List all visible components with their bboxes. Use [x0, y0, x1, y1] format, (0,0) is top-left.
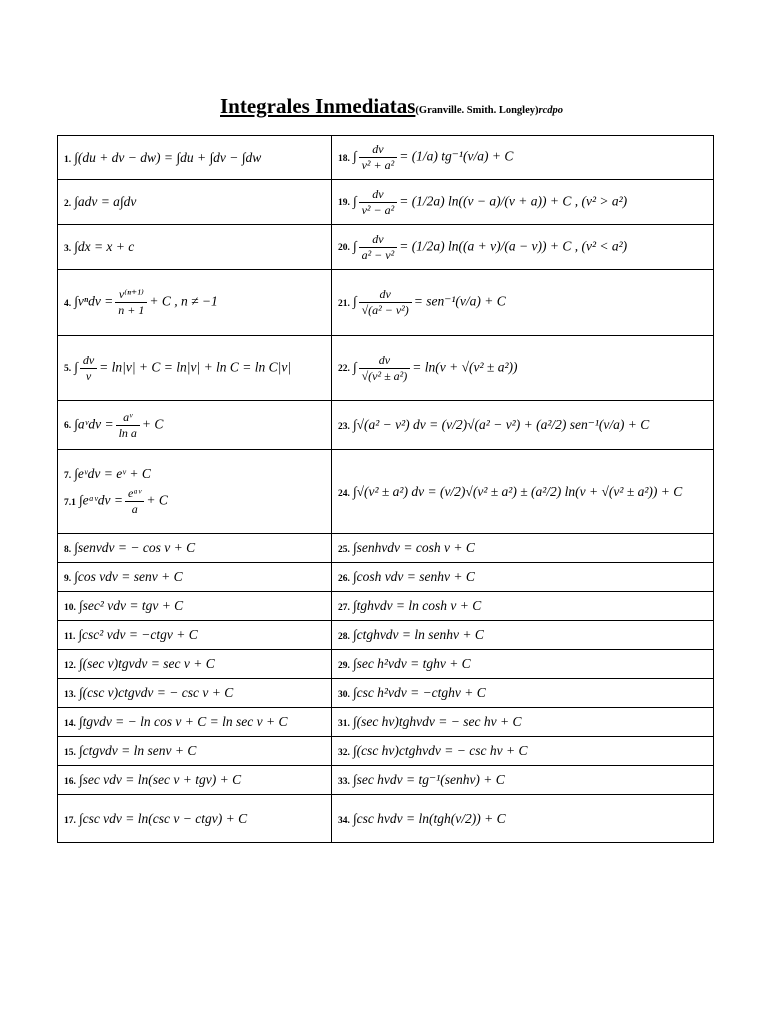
- fraction-numerator: dv: [80, 353, 97, 369]
- formula-line: [64, 148, 325, 168]
- formula-number: 26.: [338, 574, 350, 584]
- left-formula-cell: [58, 563, 332, 592]
- formula-text: ∫√(v² ± a²) dv = (v/2)√(v² ± a²) ± (a²/2) ln(v + √(v² ± a²)) + C: [352, 483, 683, 499]
- formula-number: 30.: [338, 690, 350, 700]
- formula-number: 3.: [64, 244, 72, 254]
- fraction-denominator: v² − a²: [361, 202, 395, 217]
- formula-number: 24.: [338, 488, 350, 499]
- formula-text: ∫adv = a∫dv: [74, 194, 137, 209]
- formula-number: 27.: [338, 603, 350, 613]
- right-formula-cell: [332, 766, 714, 795]
- table-row: [58, 563, 714, 592]
- formula-text: ∫csc vdv = ln(csc v − ctgv) + C: [78, 810, 248, 826]
- formula-text: ∫tghvdv = ln cosh v + C: [352, 598, 482, 613]
- formula-number: 15.: [64, 748, 76, 758]
- table-row: [58, 225, 714, 270]
- formula-text: ∫sec h²vdv = tghv + C: [352, 656, 471, 671]
- formula-prefix: ∫: [74, 359, 78, 375]
- formula-line: [64, 654, 325, 674]
- right-formula-cell: [332, 795, 714, 843]
- formula-prefix: ∫: [352, 193, 357, 209]
- formula-line: [338, 741, 707, 761]
- left-formula-cell: [58, 336, 332, 401]
- left-formula-cell: [58, 766, 332, 795]
- formula-line: [338, 712, 707, 732]
- formula-line: [64, 567, 325, 587]
- table-row: [58, 737, 714, 766]
- fraction-denominator: v: [85, 368, 92, 383]
- formula-fraction: [125, 486, 144, 517]
- table-row: [58, 336, 714, 401]
- formula-line: [338, 230, 707, 265]
- formula-number: 5.: [64, 364, 72, 375]
- left-formula-cell: [58, 737, 332, 766]
- formula-number: 10.: [64, 603, 76, 613]
- table-row: [58, 679, 714, 708]
- formula-text: ∫(du + dv − dw) = ∫du + ∫dv − ∫dw: [74, 149, 262, 165]
- left-formula-cell: [58, 401, 332, 450]
- table-row: [58, 592, 714, 621]
- fraction-numerator: v⁽ⁿ⁺¹⁾: [115, 287, 147, 303]
- formula-prefix: ∫: [352, 148, 357, 164]
- formula-text: ∫sec hvdv = tg⁻¹(senhv) + C: [352, 772, 505, 787]
- formula-text: ∫csc² vdv = −ctgv + C: [78, 627, 198, 642]
- left-formula-cell: [58, 679, 332, 708]
- formula-fraction: [80, 353, 97, 384]
- formula-number: 29.: [338, 661, 350, 671]
- formula-number: 7.1: [64, 497, 76, 508]
- right-formula-cell: [332, 679, 714, 708]
- integrals-table-body: [58, 136, 714, 843]
- right-formula-cell: [332, 737, 714, 766]
- formula-fraction: [359, 187, 398, 218]
- formula-line: [64, 285, 325, 320]
- fraction-denominator: a: [131, 502, 138, 516]
- formula-number: 2.: [64, 199, 72, 209]
- formula-line: [338, 351, 707, 386]
- formula-number: 8.: [64, 545, 72, 555]
- formula-text: ∫ctgvdv = ln senv + C: [78, 743, 197, 758]
- formula-line: [338, 538, 707, 558]
- table-row: [58, 795, 714, 843]
- formula-text: ∫dx = x + c: [74, 239, 135, 254]
- title-authors: (Granville. Smith. Longley): [415, 105, 539, 116]
- formula-text: ∫tgvdv = − ln cos v + C = ln sec v + C: [78, 714, 288, 729]
- formula-text: = (1/2a) ln((a + v)/(a − v)) + C , (v² < a²): [399, 238, 628, 254]
- fraction-numerator: aᵛ: [116, 410, 140, 426]
- formula-line: [338, 683, 707, 703]
- formula-text: ∫eᵛdv = eᵛ + C: [74, 466, 151, 481]
- fraction-numerator: dv: [359, 287, 412, 303]
- formula-prefix: ∫eᵃᵛdv =: [78, 492, 123, 508]
- formula-text: = sen⁻¹(v/a) + C: [413, 293, 506, 309]
- right-formula-cell: [332, 534, 714, 563]
- formula-text: ∫csc hvdv = ln(tgh(v/2)) + C: [352, 810, 506, 826]
- formula-line: [338, 285, 707, 320]
- table-row: [58, 401, 714, 450]
- fraction-denominator: a² − v²: [361, 247, 395, 262]
- formula-number: 1.: [64, 154, 72, 165]
- fraction-numerator: dv: [359, 353, 411, 369]
- formula-line: [64, 625, 325, 645]
- formula-number: 23.: [338, 422, 350, 432]
- formula-text: = (1/a) tg⁻¹(v/a) + C: [399, 148, 514, 164]
- formula-text: = ln(v + √(v² ± a²)): [412, 359, 518, 375]
- formula-number: 25.: [338, 545, 350, 555]
- fraction-numerator: eᵃᵛ: [125, 486, 144, 502]
- right-formula-cell: [332, 563, 714, 592]
- title-main: Integrales Inmediatas: [220, 94, 416, 118]
- formula-prefix: ∫: [352, 359, 357, 375]
- formula-line: [338, 596, 707, 616]
- fraction-numerator: dv: [359, 187, 398, 203]
- right-formula-cell: [332, 401, 714, 450]
- formula-line: [338, 415, 707, 435]
- formula-line: [338, 482, 707, 502]
- fraction-denominator: v² + a²: [361, 158, 395, 172]
- formula-prefix: ∫vⁿdv =: [74, 293, 114, 309]
- right-formula-cell: [332, 270, 714, 336]
- integrals-table: [57, 135, 714, 843]
- formula-number: 18.: [338, 153, 350, 164]
- formula-line: [338, 809, 707, 829]
- formula-line: [338, 625, 707, 645]
- formula-number: 9.: [64, 574, 72, 584]
- fraction-numerator: dv: [359, 232, 398, 248]
- formula-line: [64, 464, 325, 484]
- formula-text: ∫cos vdv = senv + C: [74, 569, 183, 584]
- fraction-denominator: ln a: [118, 425, 137, 440]
- table-row: [58, 766, 714, 795]
- formula-number: 17.: [64, 815, 76, 826]
- table-row: [58, 270, 714, 336]
- formula-line: [64, 408, 325, 443]
- right-formula-cell: [332, 708, 714, 737]
- formula-text: ∫senvdv = − cos v + C: [74, 540, 196, 555]
- left-formula-cell: [58, 534, 332, 563]
- left-formula-cell: [58, 795, 332, 843]
- formula-number: 32.: [338, 748, 350, 758]
- formula-line: [64, 237, 325, 257]
- formula-number: 7.: [64, 471, 72, 481]
- left-formula-cell: [58, 136, 332, 180]
- right-formula-cell: [332, 336, 714, 401]
- formula-number: 33.: [338, 777, 350, 787]
- formula-line: [338, 770, 707, 790]
- formula-line: [64, 484, 325, 519]
- formula-text: + C , n ≠ −1: [149, 293, 218, 309]
- formula-number: 13.: [64, 690, 76, 700]
- formula-line: [64, 683, 325, 703]
- formula-line: [64, 538, 325, 558]
- formula-line: [64, 809, 325, 829]
- formula-line: [64, 192, 325, 212]
- left-formula-cell: [58, 225, 332, 270]
- formula-text: + C: [141, 416, 164, 432]
- formula-number: 12.: [64, 661, 76, 671]
- left-formula-cell: [58, 270, 332, 336]
- formula-text: ∫(sec hv)tghvdv = − sec hv + C: [352, 714, 522, 729]
- left-formula-cell: [58, 621, 332, 650]
- formula-text: = (1/2a) ln((v − a)/(v + a)) + C , (v² > a²): [399, 193, 628, 209]
- formula-line: [64, 712, 325, 732]
- right-formula-cell: [332, 621, 714, 650]
- table-row: [58, 450, 714, 534]
- formula-text: ∫√(a² − v²) dv = (v/2)√(a² − v²) + (a²/2) sen⁻¹(v/a) + C: [352, 417, 650, 432]
- formula-number: 21.: [338, 298, 350, 309]
- formula-line: [64, 351, 325, 386]
- formula-number: 11.: [64, 632, 76, 642]
- formula-number: 14.: [64, 719, 76, 729]
- right-formula-cell: [332, 180, 714, 225]
- formula-line: [64, 741, 325, 761]
- left-formula-cell: [58, 592, 332, 621]
- formula-line: [64, 770, 325, 790]
- table-row: [58, 650, 714, 679]
- formula-text: ∫sec² vdv = tgv + C: [78, 598, 184, 613]
- formula-prefix: ∫: [352, 238, 357, 254]
- formula-prefix: ∫: [352, 293, 357, 309]
- formula-fraction: [359, 353, 411, 384]
- formula-text: ∫(csc hv)ctghvdv = − csc hv + C: [352, 743, 528, 758]
- table-row: [58, 180, 714, 225]
- formula-line: [338, 140, 707, 175]
- formula-text: ∫(sec v)tgvdv = sec v + C: [78, 656, 215, 671]
- fraction-numerator: dv: [359, 142, 398, 158]
- formula-text: ∫sec vdv = ln(sec v + tgv) + C: [78, 772, 242, 787]
- fraction-denominator: √(a² − v²): [361, 303, 409, 317]
- right-formula-cell: [332, 650, 714, 679]
- formula-line: [338, 567, 707, 587]
- formula-fraction: [116, 410, 140, 441]
- document-title: [220, 94, 563, 119]
- formula-text: ∫ctghvdv = ln senhv + C: [352, 627, 484, 642]
- formula-number: 34.: [338, 815, 350, 826]
- formula-text: + C: [146, 492, 168, 508]
- formula-number: 20.: [338, 243, 350, 254]
- formula-number: 4.: [64, 298, 72, 309]
- formula-text: ∫csc h²vdv = −ctghv + C: [352, 685, 486, 700]
- left-formula-cell: [58, 650, 332, 679]
- formula-line: [64, 596, 325, 616]
- right-formula-cell: [332, 592, 714, 621]
- table-row: [58, 708, 714, 737]
- formula-fraction: [359, 287, 412, 318]
- formula-line: [338, 185, 707, 220]
- formula-line: [338, 654, 707, 674]
- formula-prefix: ∫aᵛdv =: [74, 416, 114, 432]
- formula-text: ∫senhvdv = cosh v + C: [352, 540, 475, 555]
- fraction-denominator: n + 1: [118, 303, 145, 317]
- left-formula-cell: [58, 450, 332, 534]
- right-formula-cell: [332, 136, 714, 180]
- table-row: [58, 534, 714, 563]
- formula-number: 6.: [64, 421, 72, 432]
- formula-number: 22.: [338, 364, 350, 375]
- formula-number: 28.: [338, 632, 350, 642]
- right-formula-cell: [332, 225, 714, 270]
- formula-number: 31.: [338, 719, 350, 729]
- table-row: [58, 621, 714, 650]
- formula-text: ∫(csc v)ctgvdv = − csc v + C: [78, 685, 234, 700]
- formula-fraction: [115, 287, 147, 318]
- formula-number: 19.: [338, 198, 350, 209]
- formula-text: ∫cosh vdv = senhv + C: [352, 569, 475, 584]
- left-formula-cell: [58, 180, 332, 225]
- formula-text: = ln|v| + C = ln|v| + ln C = ln C|v|: [99, 359, 292, 375]
- formula-fraction: [359, 142, 398, 173]
- formula-fraction: [359, 232, 398, 263]
- table-row: [58, 136, 714, 180]
- formula-number: 16.: [64, 777, 76, 787]
- fraction-denominator: √(v² ± a²): [361, 368, 408, 383]
- left-formula-cell: [58, 708, 332, 737]
- title-signature: rcdpo: [538, 105, 564, 116]
- right-formula-cell: [332, 450, 714, 534]
